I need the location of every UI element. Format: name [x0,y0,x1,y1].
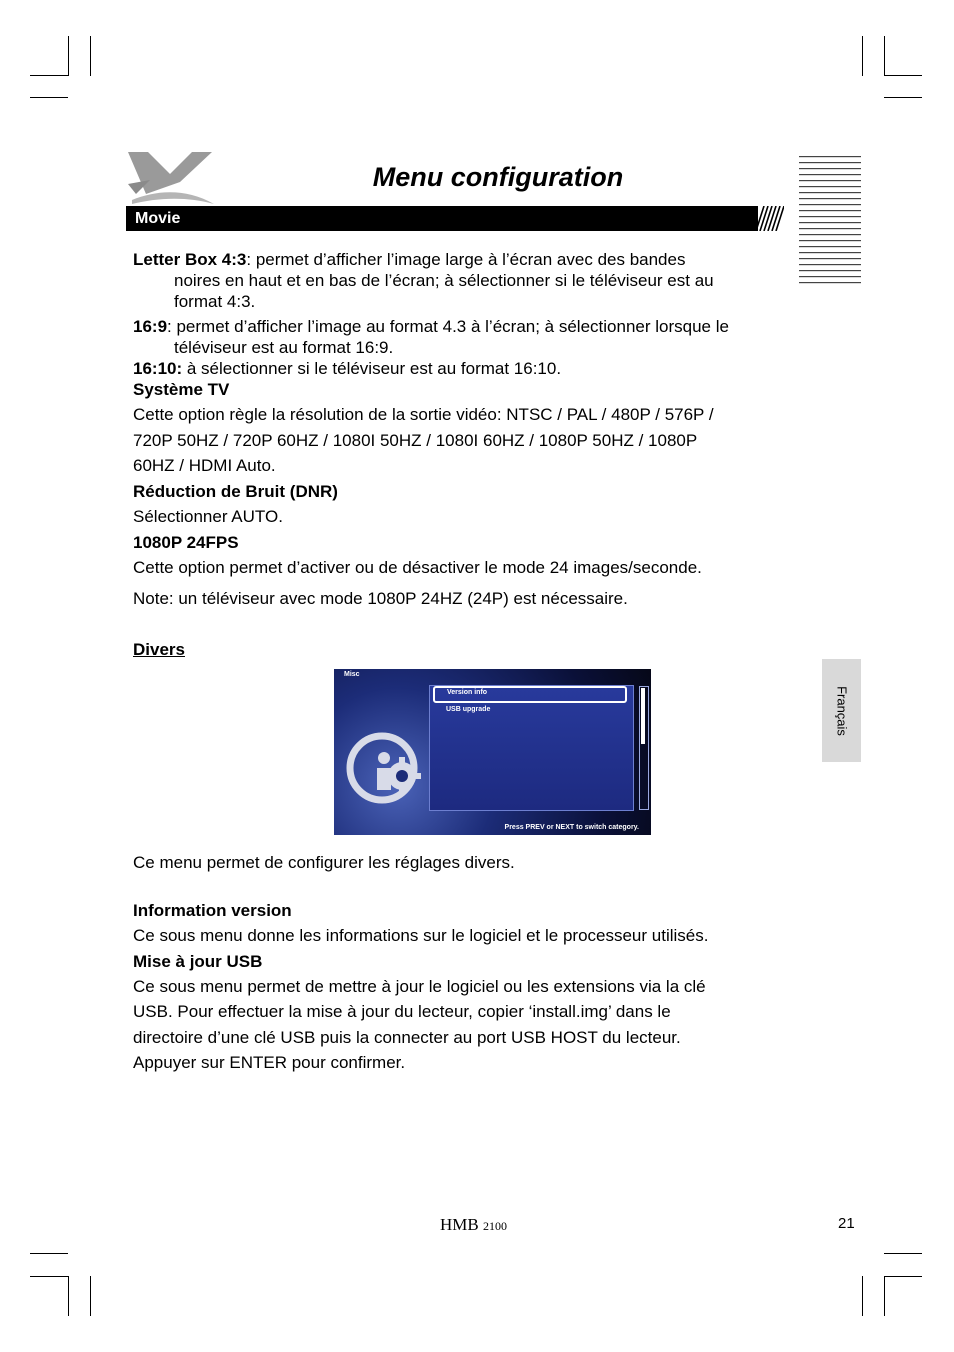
text-line: Appuyer sur ENTER pour confirmer. [133,1053,406,1072]
crop-mark [30,75,68,76]
text-line: 720P 50HZ / 720P 60HZ / 1080I 50HZ / 1080I 60HZ / 1080P 50HZ / 1080P [133,431,698,450]
settings-gear-icon [344,724,432,812]
page-number: 21 [838,1215,855,1232]
crop-mark [30,1276,68,1277]
page-title: Menu configuration [372,162,624,192]
subheading: Mise à jour USB [133,952,263,971]
crop-mark [90,36,91,76]
crop-mark [884,1276,885,1316]
crop-mark [862,36,863,76]
subheading: 1080P 24FPS [133,533,239,552]
text: à sélectionner si le téléviseur est au format 16:10. [182,359,562,378]
crop-mark [884,1253,922,1254]
text-line: Sélectionner AUTO. [133,507,283,526]
text-line: Cette option règle la résolution de la sortie vidéo: NTSC / PAL / 480P / 576P / [133,405,714,424]
paragraph [133,358,561,379]
stripes-decoration [799,156,861,284]
term: Letter Box 4:3 [133,250,247,269]
crop-mark [884,97,922,98]
scrollbar-thumb[interactable] [641,688,645,744]
crop-mark [862,1276,863,1316]
crop-mark [30,97,68,98]
model-label: HMB [440,1215,479,1234]
subheading: Information version [133,901,292,920]
paragraph [133,316,729,337]
section-title: Movie [135,210,181,227]
text-line: 60HZ / HDMI Auto. [133,456,276,475]
section-header [126,206,758,231]
text-line: Cette option permet d’activer ou de désactiver le mode 24 images/seconde. [133,558,702,577]
text-line: noires en haut et en bas de l’écran; à sélectionner si le téléviseur est au [174,271,714,290]
text-line: format 4:3. [174,292,256,311]
text-line: Ce menu permet de configurer les réglages divers. [133,853,515,872]
text: : permet d’afficher l’image au format 4.3 à l’écran; à sélectionner lorsque le [167,317,729,336]
section-heading: Divers [133,640,185,659]
text: : permet d’afficher l’image large à l’écran avec des bandes [246,250,686,269]
model-name [440,1215,507,1235]
screen-tab-label: Misc [344,671,360,678]
crop-mark [68,36,69,76]
text-line: téléviseur est au format 16:9. [174,338,394,357]
model-number: 2100 [482,1219,507,1233]
crop-mark [30,1253,68,1254]
term: 16:10: [133,359,183,378]
text-line: directoire d’une clé USB puis la connecter au port USB HOST du lecteur. [133,1028,681,1047]
note: Note: un téléviseur avec mode 1080P 24HZ (24P) est nécessaire. [133,589,628,608]
crop-mark [884,36,885,76]
menu-panel [429,685,634,811]
screen-footer-hint: Press PREV or NEXT to switch category. [504,824,639,831]
crop-mark [90,1276,91,1316]
menu-item-usb-upgrade[interactable]: USB upgrade [446,706,491,713]
menu-item-label: Version info [447,689,488,696]
language-label: Français [834,685,849,736]
language-tab [822,659,861,762]
text-line: Ce sous menu donne les informations sur le logiciel et le processeur utilisés. [133,926,709,945]
crop-mark [68,1276,69,1316]
misc-menu-screenshot [334,669,651,835]
text-line: Ce sous menu permet de mettre à jour le logiciel ou les extensions via la clé [133,977,706,996]
subheading: Réduction de Bruit (DNR) [133,482,338,501]
term: 16:9 [133,317,168,336]
subheading: Système TV [133,380,230,399]
crop-mark [884,1276,922,1277]
paragraph [133,249,685,270]
text-line: USB. Pour effectuer la mise à jour du lecteur, copier ‘install.img’ dans le [133,1002,671,1021]
menu-item-version-info[interactable] [433,686,627,703]
crop-mark [884,75,922,76]
section-hatch-decoration [754,206,784,231]
